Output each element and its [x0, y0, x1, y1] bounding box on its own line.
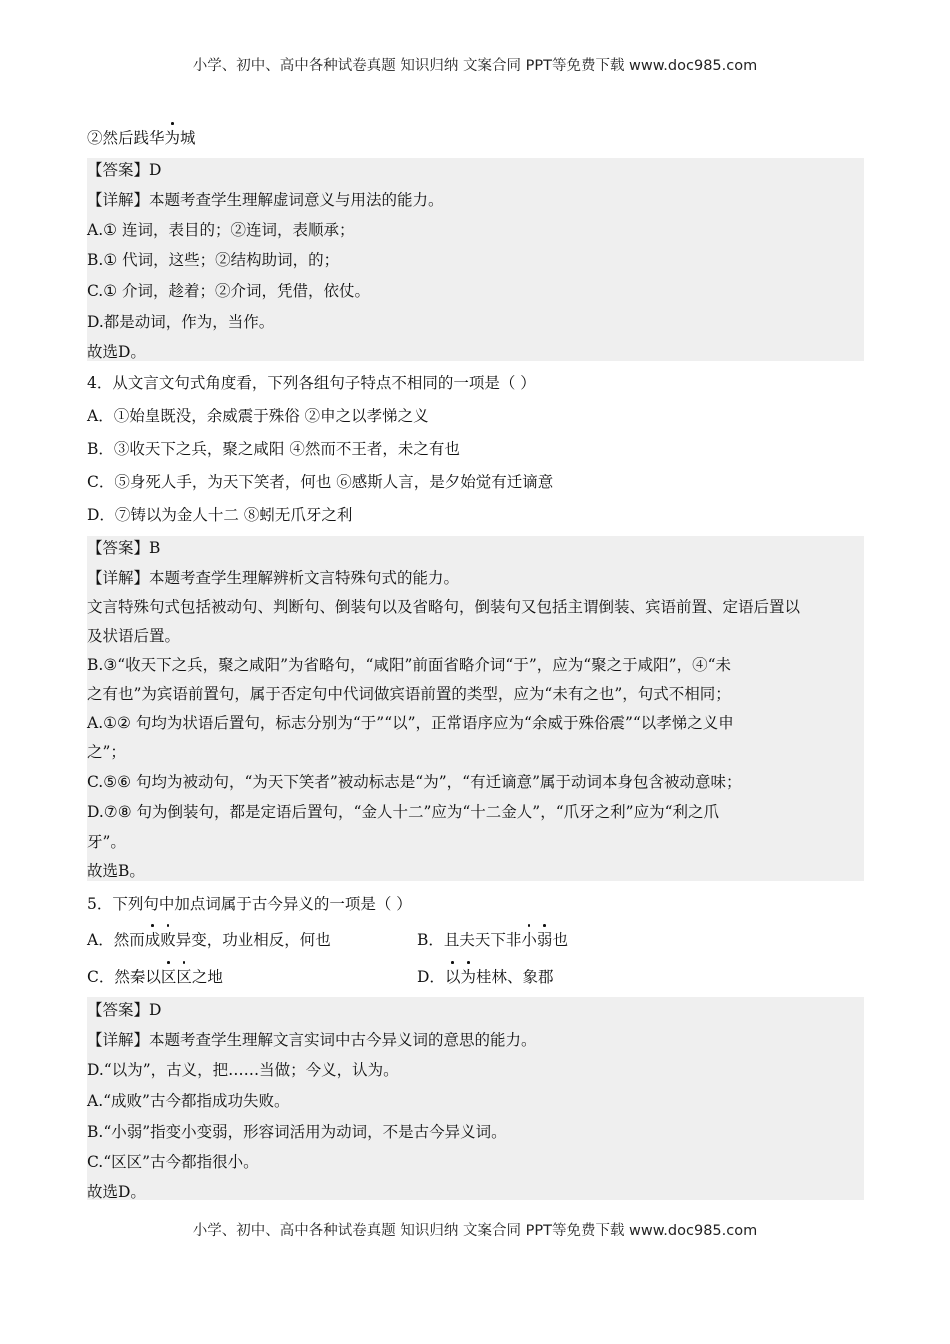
q5-answer: 【答案】D [87, 1001, 162, 1019]
dotted-char: 区 [176, 968, 192, 986]
q4-line: 文言特殊句式包括被动句、判断句、倒装句以及省略句，倒装句又包括主谓倒装、宾语前置、定语后置以 [87, 598, 801, 616]
q4-line: A.①② 句均为状语后置句，标志分别为“于”“以”，正常语序应为“余威于殊俗震”“以孝悌之义申 [87, 714, 734, 732]
q3-line: D.都是动词，作为，当作。 [87, 313, 275, 331]
q4-line: 之”； [87, 743, 126, 761]
q4-option-b: B．③收天下之兵，聚之咸阳 ④然而不王者，未之有也 [87, 440, 460, 458]
q4-line: 之有也”为宾语前置句，属于否定句中代词做宾语前置的类型，应为“未有之也”，句式不相同； [87, 685, 731, 703]
dotted-char: 败 [160, 931, 176, 949]
q4-option-c: C．⑤身死人手，为天下笑者，何也 ⑥感斯人言，是夕始觉有迁谪意 [87, 473, 554, 491]
q4-option-a: A．①始皇既没，余威震于殊俗 ②申之以孝悌之义 [87, 407, 429, 425]
q4-line: 牙”。 [87, 833, 126, 851]
dotted-char: 弱 [536, 931, 553, 949]
q5-option-d: D．以为桂林、象郡 [417, 968, 554, 986]
q5-line: C.“区区”古今都指很小。 [87, 1153, 259, 1171]
dotted-char: 成 [144, 931, 161, 949]
q3-line: A.① 连词，表目的；②连词，表顺承； [87, 221, 355, 239]
q3-line: B.① 代词，这些；②结构助词，的； [87, 251, 340, 269]
dotted-char: 小 [521, 931, 537, 949]
page-header: 小学、初中、高中各种试卷真题 知识归纳 文案合同 PPT等免费下载 www.doc985.com [192, 58, 758, 74]
q4-line: 及状语后置。 [87, 627, 181, 645]
q5-line: 故选D。 [87, 1183, 146, 1201]
q5-option-a: A．然而成败异变，功业相反，何也 [87, 931, 331, 949]
page-footer: 小学、初中、高中各种试卷真题 知识归纳 文案合同 PPT等免费下载 www.doc985.com [192, 1223, 758, 1239]
q4-answer: 【答案】B [87, 539, 161, 557]
q4-option-d: D．⑦铸以为金人十二 ⑧蚓无爪牙之利 [87, 506, 353, 524]
q4-line: B.③“收天下之兵，聚之咸阳”为省略句，“咸阳”前面省略介词“于”，应为“聚之于咸阳”，④“未 [87, 656, 732, 674]
q5-option-c: C．然秦以区区之地 [87, 968, 223, 986]
q5-options-row-1 [87, 930, 864, 950]
q5-options-row-2 [87, 967, 864, 987]
q5-line: A.“成败”古今都指成功失败。 [87, 1092, 290, 1110]
q5-option-b: B．且夫天下非小弱也 [417, 931, 568, 949]
q5-line: 【详解】本题考查学生理解文言实词中古今异义词的意思的能力。 [87, 1031, 537, 1049]
q3-line: C.① 介词，趁着；②介词，凭借，依仗。 [87, 282, 371, 300]
q3-line: 故选D。 [87, 343, 146, 361]
top-item: ②然后践华为城 [87, 129, 196, 147]
dotted-char: 为 [460, 968, 476, 986]
q4-line: D.⑦⑧ 句为倒装句，都是定语后置句，“金人十二”应为“十二金人”，“爪牙之利”应为“利之爪 [87, 803, 719, 821]
q3-explain: 【详解】本题考查学生理解虚词意义与用法的能力。 [87, 191, 444, 209]
dotted-char: 为 [164, 129, 181, 147]
dotted-char: 区 [160, 968, 177, 986]
q5-line: B.“小弱”指变小变弱，形容词活用为动词，不是古今异义词。 [87, 1123, 507, 1141]
q4-line: 【详解】本题考查学生理解辨析文言特殊句式的能力。 [87, 569, 460, 587]
q4-line: 故选B。 [87, 862, 145, 880]
q3-answer: 【答案】D [87, 161, 162, 179]
dotted-char: 以 [444, 968, 461, 986]
q4-stem: 4．从文言文句式角度看，下列各组句子特点不相同的一项是（ ） [87, 374, 536, 392]
q5-stem: 5．下列句中加点词属于古今异义的一项是（ ） [87, 895, 412, 913]
q5-line: D.“以为”，古义，把……当做；今义，认为。 [87, 1061, 399, 1079]
q4-line: C.⑤⑥ 句均为被动句，“为天下笑者”被动标志是“为”，“有迁谪意”属于动词本身包含被动意味； [87, 773, 742, 791]
